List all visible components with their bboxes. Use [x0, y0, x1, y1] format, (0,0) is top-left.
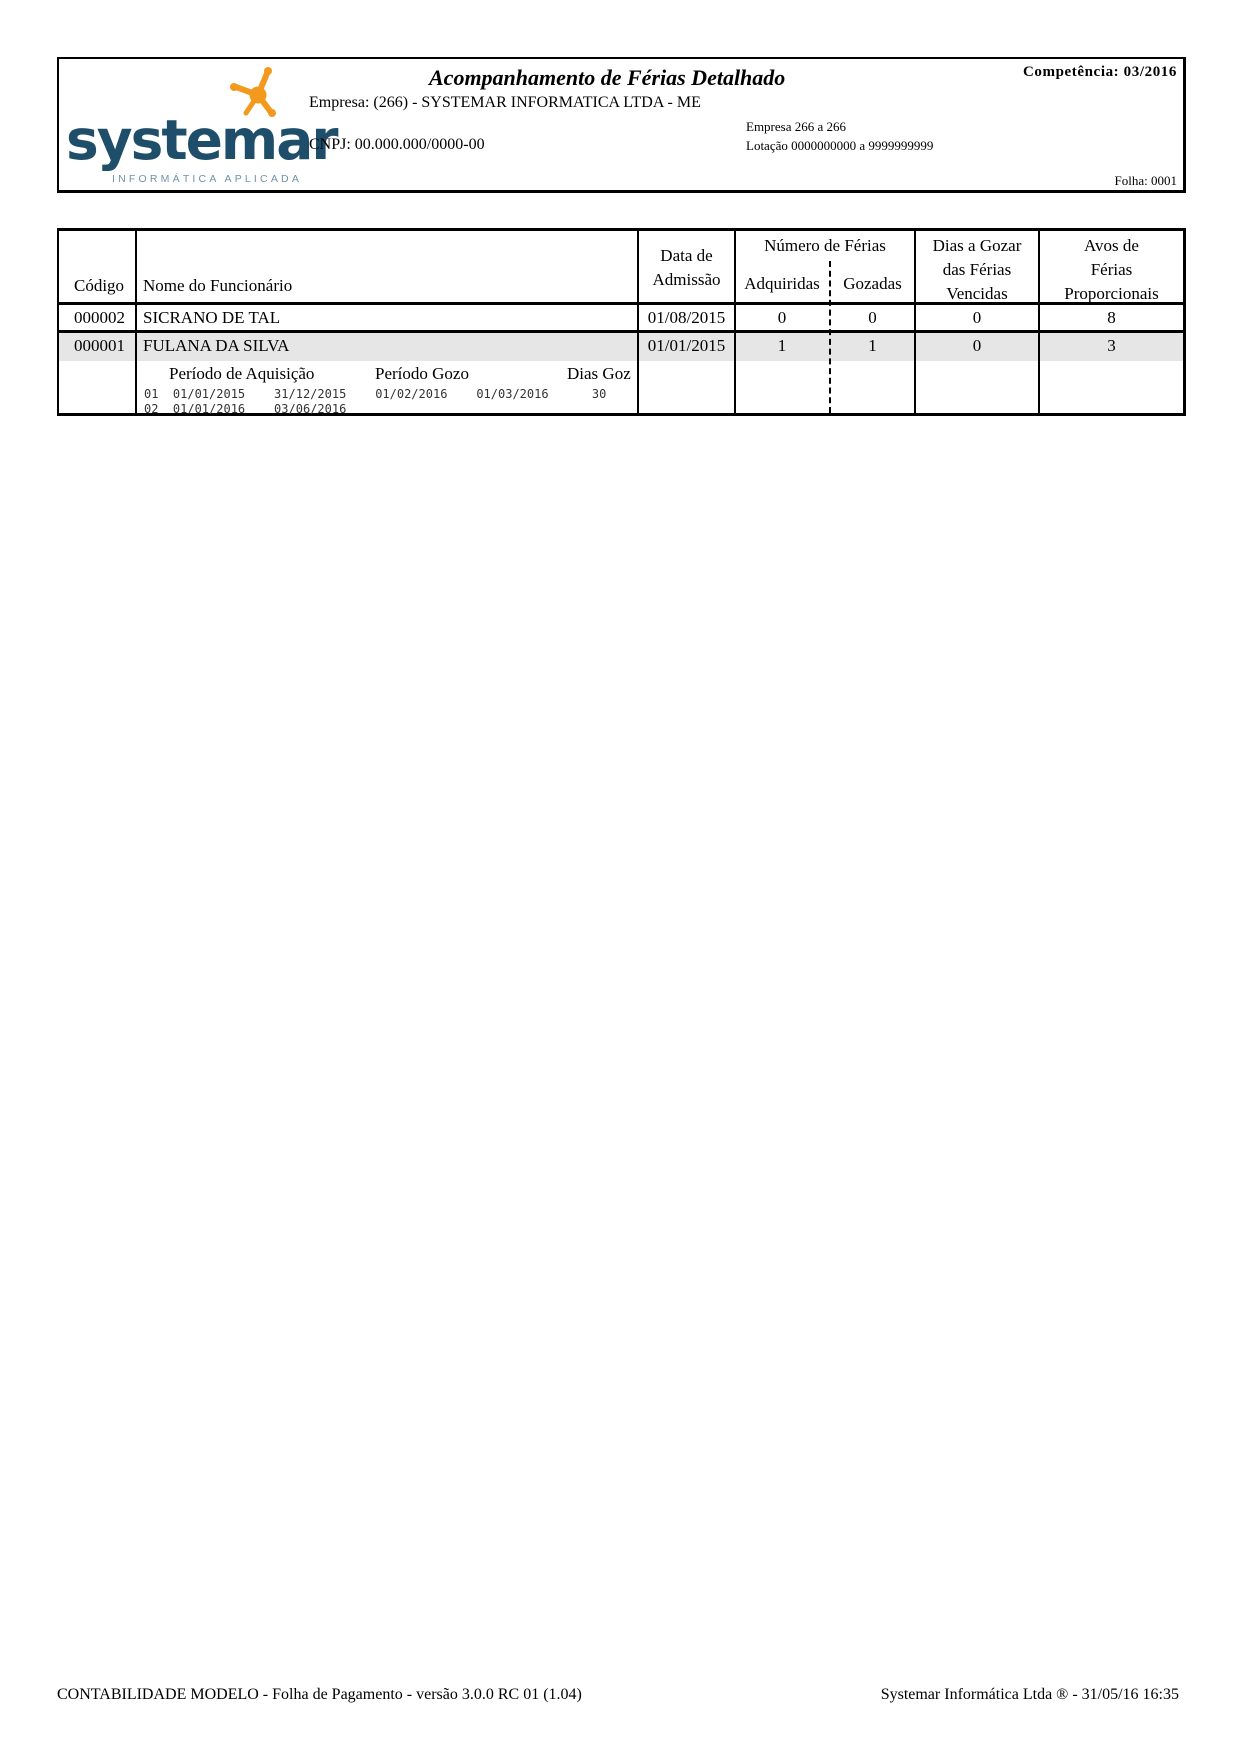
- col-divider: [135, 231, 137, 413]
- logo-wordmark: systemar: [66, 108, 337, 172]
- cell-gozadas: 1: [868, 336, 877, 355]
- footer-timestamp: Systemar Informática Ltda ® - 31/05/16 16:35: [880, 1686, 1179, 1703]
- cell-nome: FULANA DA SILVA: [143, 336, 290, 355]
- competencia-label: Competência: 03/2016: [1022, 64, 1177, 80]
- row-divider: [59, 330, 1183, 333]
- cell-codigo: 000001: [74, 336, 125, 355]
- cell-admissao: 01/08/2015: [647, 308, 726, 327]
- col-header-avos: Avos de Férias Proporcionais: [1064, 236, 1159, 303]
- filter-lotacao: Lotação 0000000000 a 9999999999: [746, 138, 934, 153]
- cell-vencidas: 0: [972, 336, 982, 355]
- report-header: [57, 57, 1186, 193]
- col-header-gozadas: Gozadas: [843, 274, 902, 293]
- empresa-label: Empresa: (266) - SYSTEMAR INFORMATICA LTDA - ME: [309, 94, 701, 111]
- cell-adquiridas: 0: [777, 308, 787, 327]
- detail-line: 01 01/01/2015 31/12/2015 01/02/2016 01/03/2016 30: [144, 387, 607, 401]
- col-header-dias-gozar: Dias a Gozar das Férias Vencidas: [932, 236, 1022, 303]
- detail-header-gozo: Período Gozo: [375, 364, 469, 383]
- cell-admissao: 01/01/2015: [647, 336, 726, 355]
- cell-vencidas: 0: [972, 308, 982, 327]
- detail-header-dias: Dias Goz: [567, 364, 631, 383]
- col-header-adquiridas: Adquiridas: [744, 274, 820, 293]
- col-header-admissao: Data de Admissão: [652, 246, 721, 289]
- cell-avos: 8: [1107, 308, 1116, 327]
- filter-ranges: [746, 117, 933, 155]
- cell-adquiridas: 1: [777, 336, 787, 355]
- footer-system-info: CONTABILIDADE MODELO - Folha de Pagamento - versão 3.0.0 RC 01 (1.04): [57, 1686, 582, 1703]
- col-header-numero-ferias: Número de Férias: [764, 236, 886, 255]
- cell-avos: 3: [1107, 336, 1116, 355]
- cell-gozadas: 0: [868, 308, 877, 327]
- detail-header-aquisicao: Período de Aquisição: [169, 364, 315, 383]
- col-header-codigo: Código: [74, 276, 125, 295]
- filter-empresa: Empresa 266 a 266: [746, 119, 847, 134]
- detail-line: 02 01/01/2016 03/06/2016: [144, 402, 347, 414]
- page-number: Folha: 0001: [1114, 173, 1177, 188]
- col-header-nome: Nome do Funcionário: [143, 276, 293, 295]
- logo-tagline: INFORMÁTICA APLICADA: [112, 173, 303, 185]
- cnpj-label: CNPJ: 00.000.000/0000-00: [309, 136, 485, 153]
- cell-nome: SICRANO DE TAL: [143, 308, 281, 327]
- company-logo: [64, 65, 337, 185]
- cell-codigo: 000002: [74, 308, 125, 327]
- report-title: Acompanhamento de Férias Detalhado: [429, 65, 786, 90]
- vacation-table: [57, 228, 1186, 416]
